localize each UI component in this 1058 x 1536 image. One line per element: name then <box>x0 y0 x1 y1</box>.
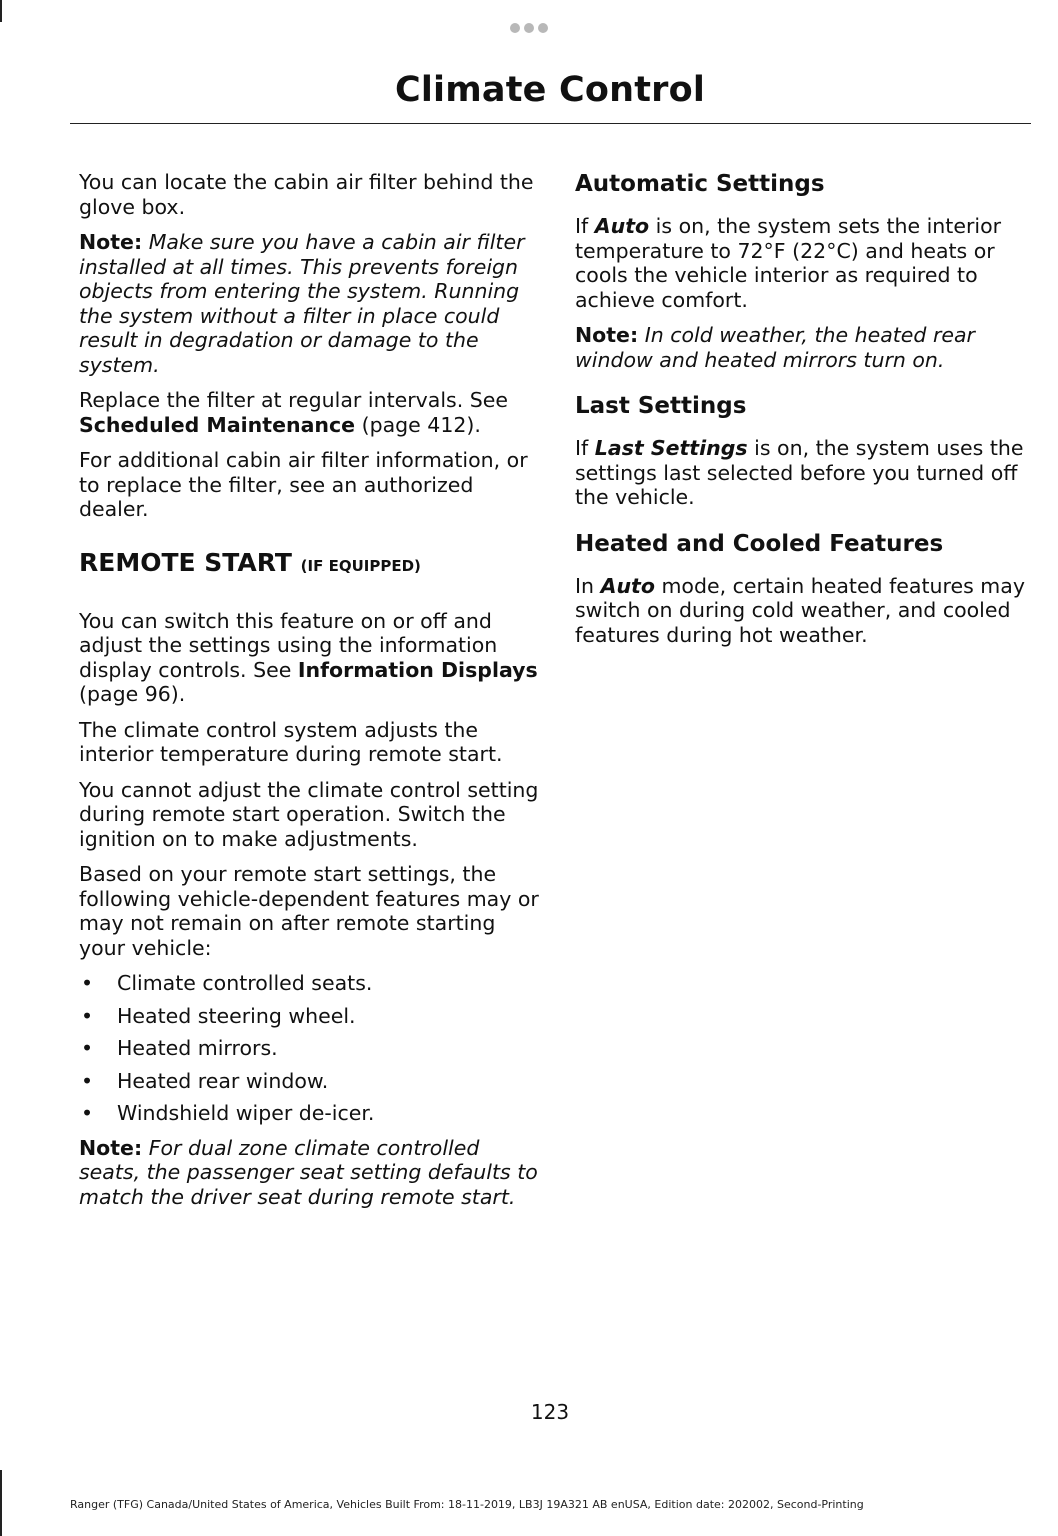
crop-mark-top-left <box>0 0 2 22</box>
note <box>575 323 1030 372</box>
paragraph-text: mode, certain heated features may switch on during cold weather, and cooled features during hot weather. <box>575 573 1025 647</box>
list-item <box>79 1069 539 1094</box>
note <box>79 230 539 377</box>
note-text: For dual zone climate controlled seats, the passenger seat setting defaults to match the driver seat during remote start. <box>79 1135 538 1209</box>
note-text: In cold weather, the heated rear window and heated mirrors turn on. <box>575 323 975 372</box>
note <box>79 1136 539 1210</box>
paragraph-text: is on, the system uses the settings last selected before you turned off the vehicle. <box>575 436 1024 509</box>
setting-term: Last Settings <box>594 436 748 460</box>
paragraph: The climate control system adjusts the interior temperature during remote start. <box>79 717 503 766</box>
bullet-icon: • <box>81 971 94 995</box>
subsection-heading: Heated and Cooled Features <box>575 530 944 557</box>
paragraph-text: In <box>575 573 595 598</box>
feature-list <box>79 971 539 1126</box>
list-item-text: Heated steering wheel. <box>117 1003 356 1028</box>
setting-term: Auto <box>594 214 650 238</box>
title-divider <box>70 123 1031 124</box>
page-reference: (page 96). <box>79 682 186 706</box>
paragraph <box>79 609 539 707</box>
footer-text: Ranger (TFG) Canada/United States of America, Vehicles Built From: 18-11-2019, LB3J 19A321 AB enUSA, Edition date: 202002, Second-Printing <box>70 1498 864 1511</box>
subsection-heading: Automatic Settings <box>575 171 825 197</box>
more-options-icon[interactable] <box>0 18 1058 37</box>
bullet-icon: • <box>81 1101 94 1125</box>
list-item-text: Heated mirrors. <box>117 1036 278 1060</box>
section-heading <box>79 548 539 581</box>
note-label: Note: <box>575 323 639 347</box>
bullet-icon: • <box>81 1068 94 1093</box>
paragraph: You can locate the cabin air filter behind the glove box. <box>79 170 534 219</box>
paragraph <box>575 574 1030 648</box>
note-text: Make sure you have a cabin air filter installed at all times. This prevents foreign objects from entering the system. Running the system without a filter in place could result in degradation or damage to the system. <box>79 230 525 377</box>
paragraph: Based on your remote start settings, the following vehicle-dependent features may or may not remain on after remote starting your vehicle: <box>79 862 539 960</box>
section-title: REMOTE START <box>79 547 292 577</box>
list-item-text: Windshield wiper de-icer. <box>117 1101 375 1125</box>
list-item <box>79 1036 539 1061</box>
left-column <box>79 170 539 1220</box>
cross-reference-link[interactable]: Scheduled Maintenance <box>79 412 356 437</box>
paragraph-text: is on, the system sets the interior temperature to 72°F (22°C) and heats or cools the vehicle interior as required to achieve comfort. <box>575 214 1002 312</box>
page-reference: (page 412). <box>361 412 481 437</box>
list-item <box>79 971 539 996</box>
note-label: Note: <box>79 230 143 254</box>
paragraph-text: If <box>575 214 589 238</box>
page-title: Climate Control <box>394 70 706 110</box>
bullet-icon: • <box>81 1003 94 1028</box>
right-column <box>575 170 1030 658</box>
list-item <box>79 1004 539 1029</box>
paragraph-text: You can switch this feature on or off and adjust the settings using the information display controls. See <box>79 608 498 682</box>
setting-term: Auto <box>600 573 655 598</box>
section-qualifier: (IF EQUIPPED) <box>300 556 421 575</box>
paragraph-text: If <box>575 436 589 460</box>
list-item-text: Climate controlled seats. <box>117 971 373 995</box>
list-item <box>79 1101 539 1126</box>
subsection-heading: Last Settings <box>575 393 747 419</box>
paragraph <box>575 214 1030 312</box>
paragraph-text: Replace the filter at regular intervals. See <box>79 388 508 412</box>
paragraph <box>575 436 1030 510</box>
crop-mark-bottom-left <box>0 1470 2 1536</box>
bullet-icon: • <box>81 1036 94 1060</box>
paragraph: For additional cabin air filter information, or to replace the filter, see an authorized dealer. <box>79 448 528 521</box>
cross-reference-link[interactable]: Information Displays <box>297 657 538 682</box>
note-label: Note: <box>79 1135 143 1160</box>
list-item-text: Heated rear window. <box>117 1068 329 1093</box>
paragraph <box>79 388 539 437</box>
page-number: 123 <box>530 1400 570 1424</box>
paragraph: You cannot adjust the climate control setting during remote start operation. Switch the ignition on to make adjustments. <box>79 777 539 851</box>
